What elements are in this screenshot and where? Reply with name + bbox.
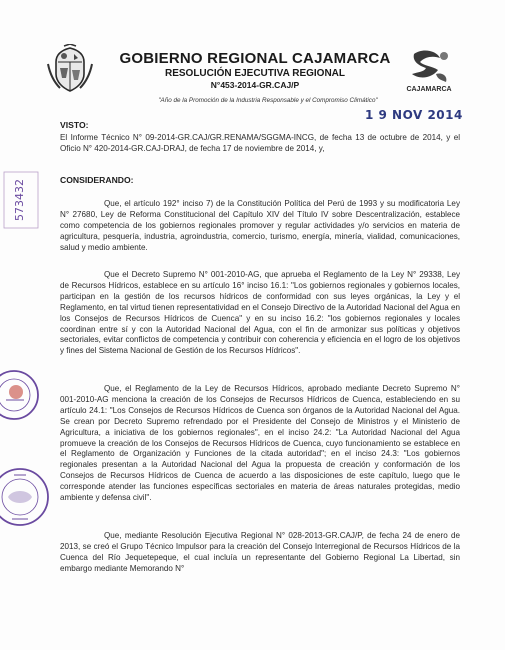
considerando-heading: CONSIDERANDO: [60, 175, 134, 185]
peru-coat-of-arms-icon [44, 44, 96, 94]
visto-heading: VISTO: [60, 120, 89, 130]
logo-text: CAJAMARCA [406, 86, 452, 93]
round-seal-stamp [0, 360, 40, 430]
considerando-paragraph: Que, el artículo 192° inciso 7) de la Constitución Política del Perú de 1993 y su modificatoria Ley N° 27680, Ley de Reforma Constitucional del Capítulo XIV del Título IV sobre Descentralización, establece como competencia de los gobiernos regionales promover y regular actividades y/o servicios en materia de agricultura, pesquería, industria, agroindustria, comercio, turismo, energía, minería, vialidad, comunicaciones, salud y medio ambiente. [60, 199, 460, 252]
cajamarca-region-logo [400, 44, 458, 94]
resolution-number: N°453-2014-GR.CAJ/P [210, 80, 300, 90]
resolution-title: RESOLUCIÓN EJECUTIVA REGIONAL [164, 68, 345, 79]
considerando-paragraph: Que, el Reglamento de la Ley de Recursos Hídricos, aprobado mediante Decreto Supremo N° 001-2010-AG menciona la creación de los Consejos de Recursos Hídricos de Cuenca, estableciendo en su artículo 24.1: "Los Consejos de Recursos Hídricos de Cuenca son órganos de la Autoridad Nacional del Agua. Se crean por Decreto Supremo refrendado por el Presidente del Consejo de Ministros y el Ministerio de Agricultura, a iniciativa de los gobiernos regionales", en el inciso 24.2: "La Autoridad Nacional del Agua promueve la creación de los Consejos de Recursos Hídricos de Cuenca, cuyo funcionamiento se establece en el Reglamento de Organización y Funciones de la citada autoridad"; en el inciso 24.3: "Los gobiernos regionales presentan a la Autoridad Nacional del Agua la propuesta de creación y conformación de los Consejos de Recursos Hídricos de Cuenca de acuerdo a las disposiciones de este capítulo, luego que le corresponde atender las funciones específicas sectoriales en materia de áreas naturales protegidas, medio ambiente y defensa civil". [60, 384, 460, 503]
regional-government-seal-stamp [0, 455, 52, 535]
considerando-paragraph: Que el Decreto Supremo N° 001-2010-AG, que aprueba el Reglamento de la Ley N° 29338, Ley de Recursos Hídricos, establece en su artículo 16° inciso 16.1: "Los gobiernos regionales y gobiernos locales, participan en la gestión de los recursos hídricos de conformidad con sus leyes orgánicas, la Ley y el Reglamento, en tal virtud tienen representatividad en el Consejo Directivo de la Autoridad Nacional del Agua en los Consejos de Recursos Hídricos de Cuenca" y en su inciso 16.2: "los gobiernos regionales y locales coordinan entre sí y con la Autoridad Nacional del Agua, con el fin de armonizar sus políticas y objetivos sectoriales, evitar conflictos de competencia y contribuir con coherencia y eficiencia en el logro de los objetivos y fines del Sistema Nacional de Gestión de los Recursos Hídricos". [60, 270, 460, 356]
government-title: GOBIERNO REGIONAL CAJAMARCA [119, 50, 391, 67]
considerando-paragraph: Que, mediante Resolución Ejecutiva Regional N° 028-2013-GR.CAJ/P, de fecha 24 de enero de 2013, se creó el Grupo Técnico Impulsor para la creación del Consejo Interregional de Recursos Hídricos de la Cuenca del Río Jequetepeque, el cual incluía un representante del Gobierno Regional La Libertad, sin embargo mediante Memorando N° [60, 531, 460, 573]
date-stamp: 1 9 NOV 2014 [365, 108, 463, 122]
year-motto: "Año de la Promoción de la Industria Responsable y el Compromiso Climático" [158, 97, 378, 104]
folio-number: 573432 [13, 179, 26, 221]
visto-text: El Informe Técnico N° 09-2014-GR.CAJ/GR.RENAMA/SGGMA-INCG, de fecha 13 de octubre de 2014, y el Oficio N° 420-2014-GR.CAJ-DRAJ, de fecha 17 de noviembre de 2014, y, [60, 133, 460, 153]
folio-number-stamp [1, 170, 41, 230]
